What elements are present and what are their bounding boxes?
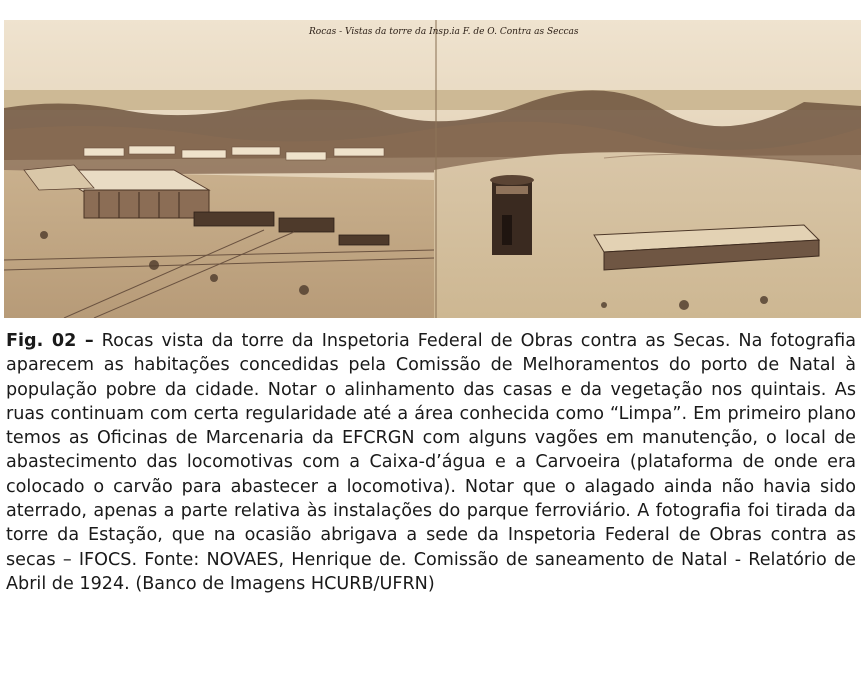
photo-inscription: Rocas - Vistas da torre da Insp.ia F. de O. Contra as Seccas: [309, 27, 579, 37]
historic-panorama-photo: [4, 20, 861, 318]
figure-label: Fig. 02 –: [6, 331, 94, 351]
figure-caption: [6, 329, 856, 596]
caption-text: Rocas vista da torre da Inspetoria Federal de Obras contra as Secas. Na fotografia aparecem as habitações concedidas pela Comissão de Melhoramentos do porto de Natal à população pobre da cidade. Notar o alinhamento das casas e da vegetação nos quintais. As ruas continuam com certa regularidade até a área conhecida como “Limpa”. Em primeiro plano temos as Oficinas de Marcenaria da EFCRGN com alguns vagões em manutenção, o local de abastecimento das locomotivas com a Caixa-d’água e a Carvoeira (plataforma de onde era colocado o carvão para abastecer a locomotiva). Notar que o alagado ainda não havia sido aterrado, apenas a parte relativa às instalações do parque ferroviário. A fotografia foi tirada da torre da Estação, que na ocasião abrigava a sede da Inspetoria Federal de Obras contra as secas – IFOCS. Fonte: NOVAES, Henrique de. Comissão de saneamento de Natal - Relatório de Abril de 1924. (Banco de Imagens HCURB/UFRN): [6, 331, 857, 594]
